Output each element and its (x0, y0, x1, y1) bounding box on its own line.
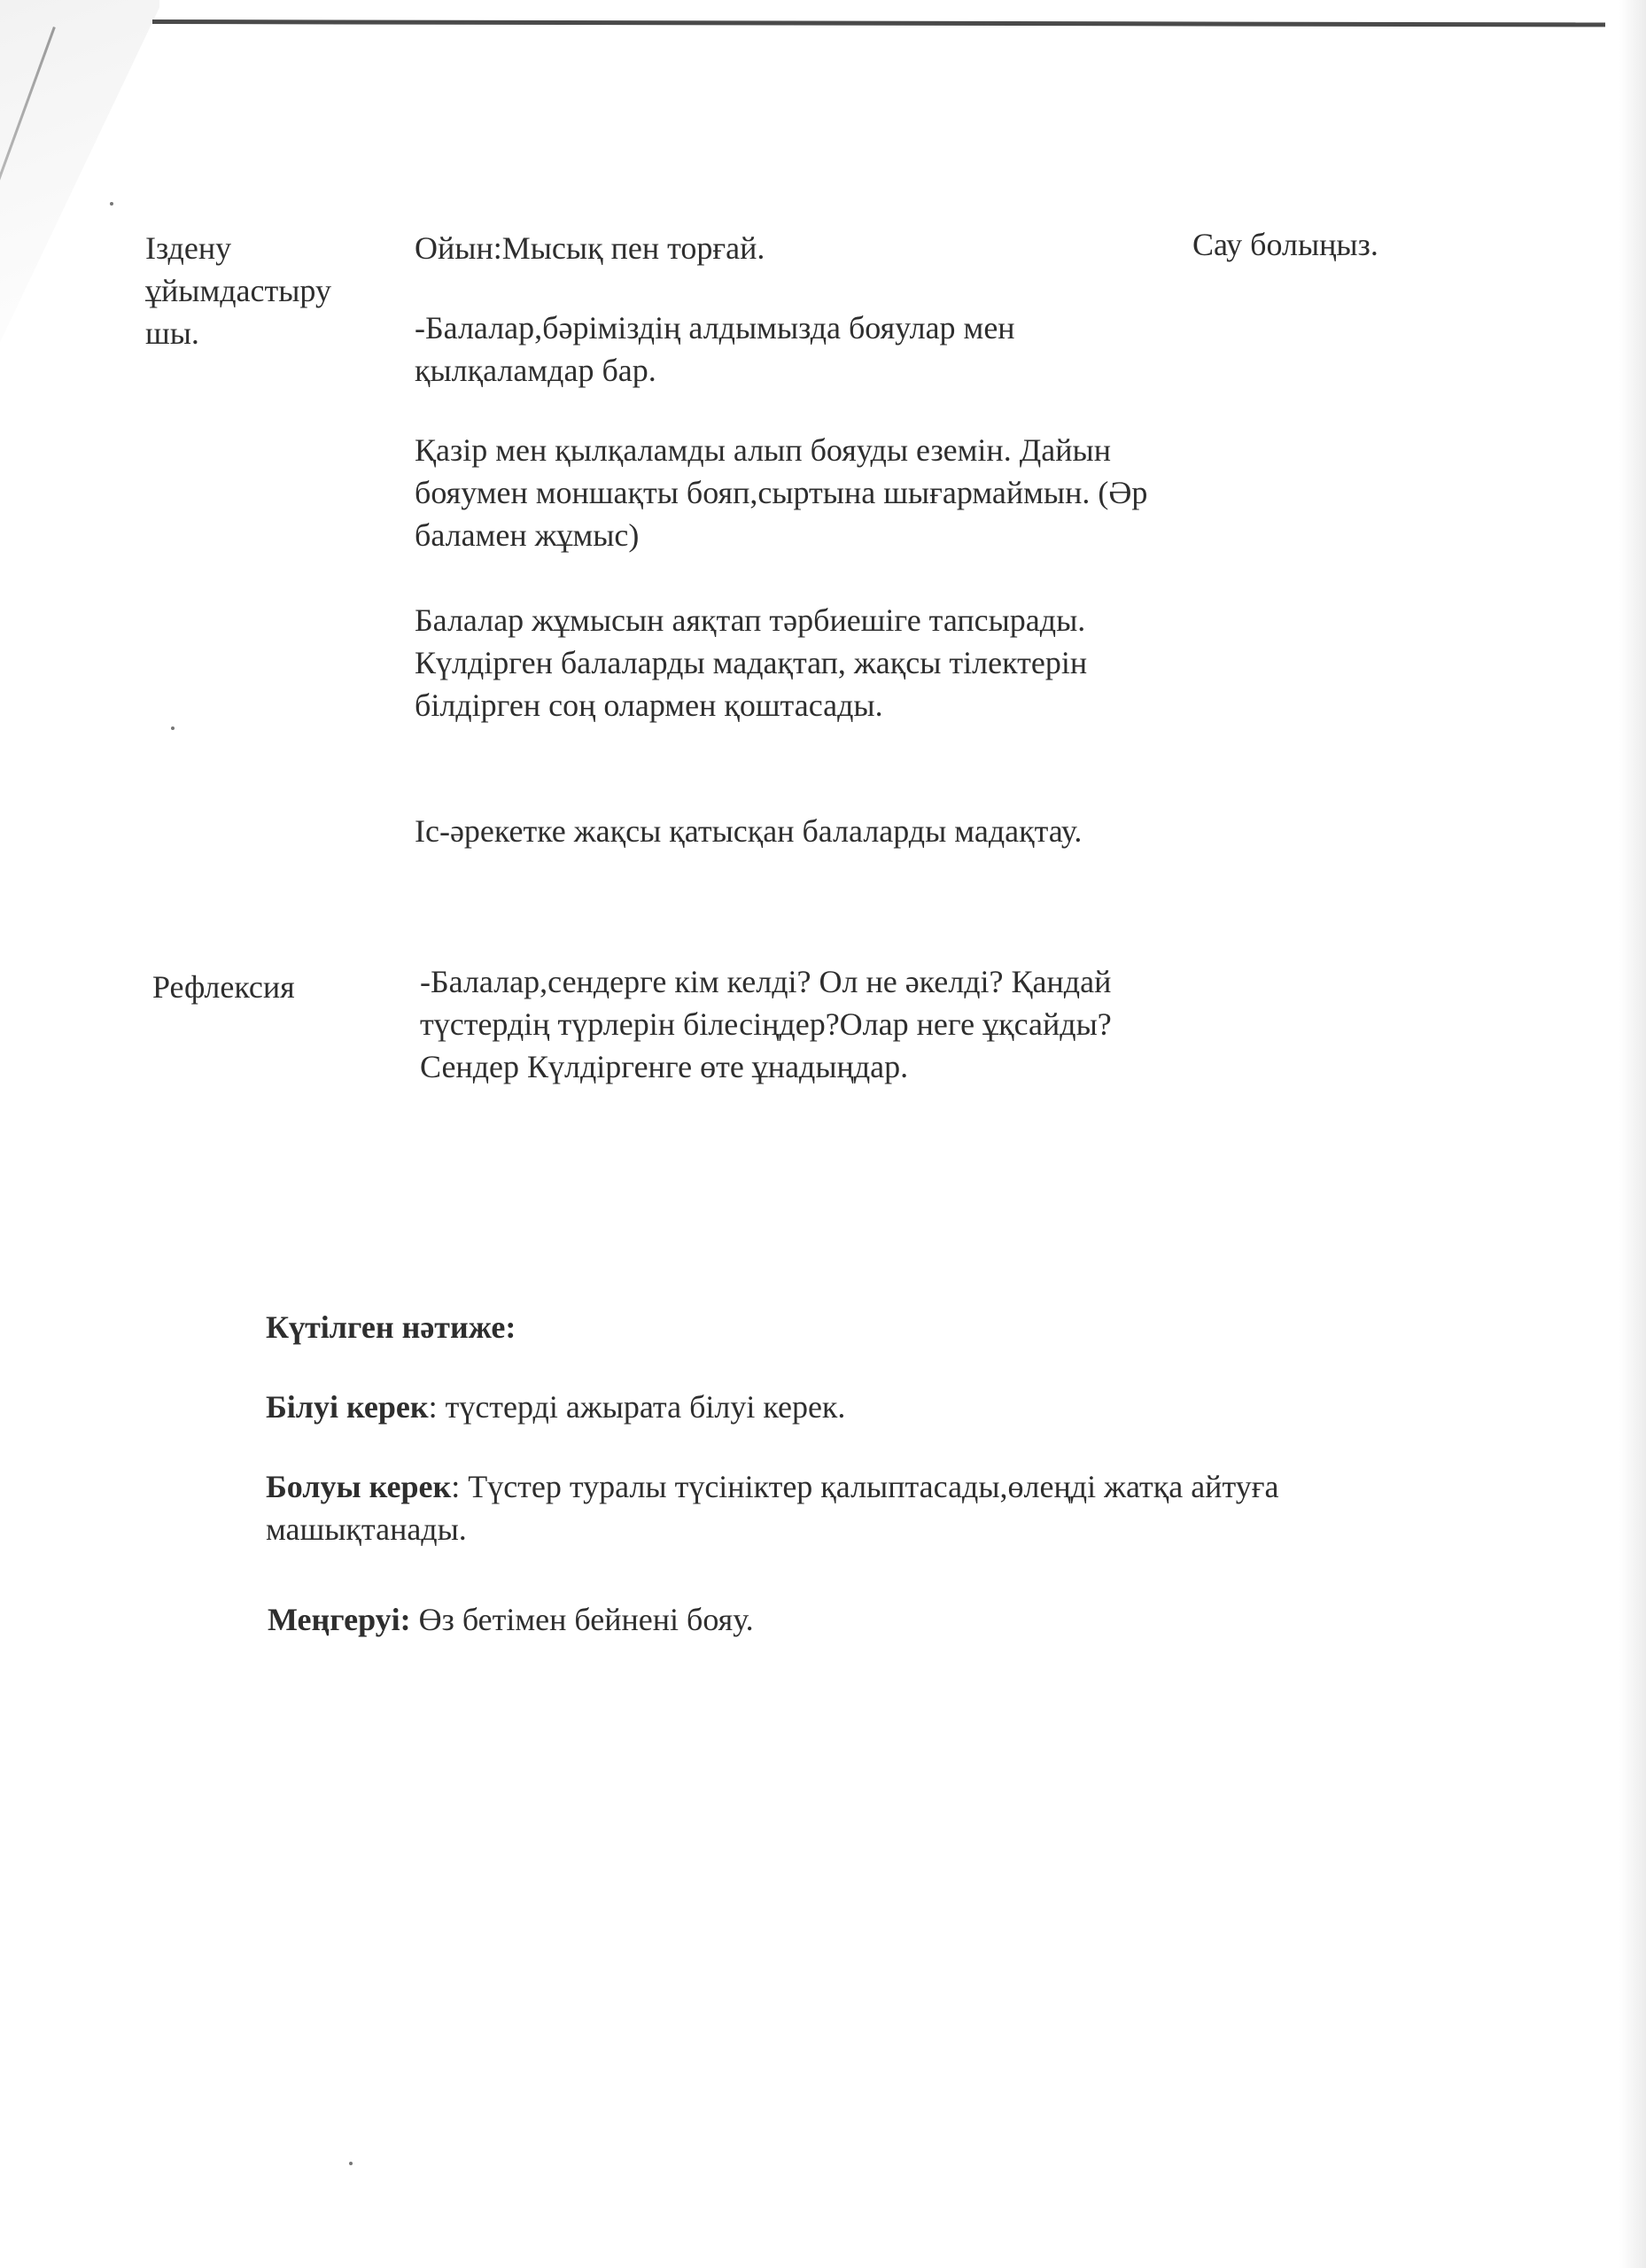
response-goodbye: Сау болыңыз. (1192, 227, 1378, 262)
activity-paragraph-4: Іс-әрекетке жақсы қатысқан балаларды мадақтау. (415, 813, 1083, 849)
activity-paragraph-3: Балалар жұмысын аяқтап тәрбиешіге тапсырады. Күлдірген балаларды мадақтап, жақсы тілектерін білдірген соң олармен қоштасады. (415, 602, 1088, 723)
scan-right-edge (1619, 0, 1646, 2268)
outcomes-title-text: Күтілген нәтиже: (266, 1309, 516, 1345)
outcome-have (266, 1465, 1453, 1550)
stage-reflection: Рефлексия (152, 969, 295, 1005)
activity-game-title: Ойын:Мысық пен торғай. (415, 230, 765, 266)
stage-search-organizer: Іздену ұйымдастыру шы. (145, 230, 331, 351)
outcome-master-label: Меңгеруі: (268, 1602, 411, 1637)
outcome-know-text: : түстерді ажырата білуі керек. (428, 1389, 846, 1425)
reflection-questions: -Балалар,сендерге кім келді? Ол не әкелді? Қандай түстердің түрлерін білесіңдер?Олар неге ұқсайды?Сендер Күлдіргенге өте ұнадыңдар. (420, 964, 1112, 1084)
outcome-know-label: Білуі керек (266, 1389, 429, 1425)
scan-top-edge (152, 19, 1605, 27)
outcome-have-label: Болуы керек (266, 1469, 452, 1504)
scan-speck (171, 726, 175, 730)
scan-speck (110, 202, 113, 206)
outcome-master-text: Өз бетімен бейнені бояу. (410, 1602, 754, 1637)
outcome-know (266, 1386, 1506, 1428)
scan-corner-fold (0, 0, 159, 372)
outcome-master (268, 1598, 1508, 1641)
activity-paragraph-1: -Балалар,бәріміздің алдымызда бояулар мен қылқаламдар бар. (415, 310, 1015, 388)
scan-speck (349, 2162, 353, 2165)
activity-paragraph-2: Қазір мен қылқаламды алып бояуды еземін. Дайын бояумен моншақты бояп,сыртына шығармаймын. (Әр баламен жұмыс) (415, 432, 1148, 553)
outcome-have-text: : Түстер туралы түсініктер қалыптасады,өлеңді жатқа айтуға машықтанады. (266, 1469, 1279, 1547)
outcomes-title (266, 1306, 516, 1348)
